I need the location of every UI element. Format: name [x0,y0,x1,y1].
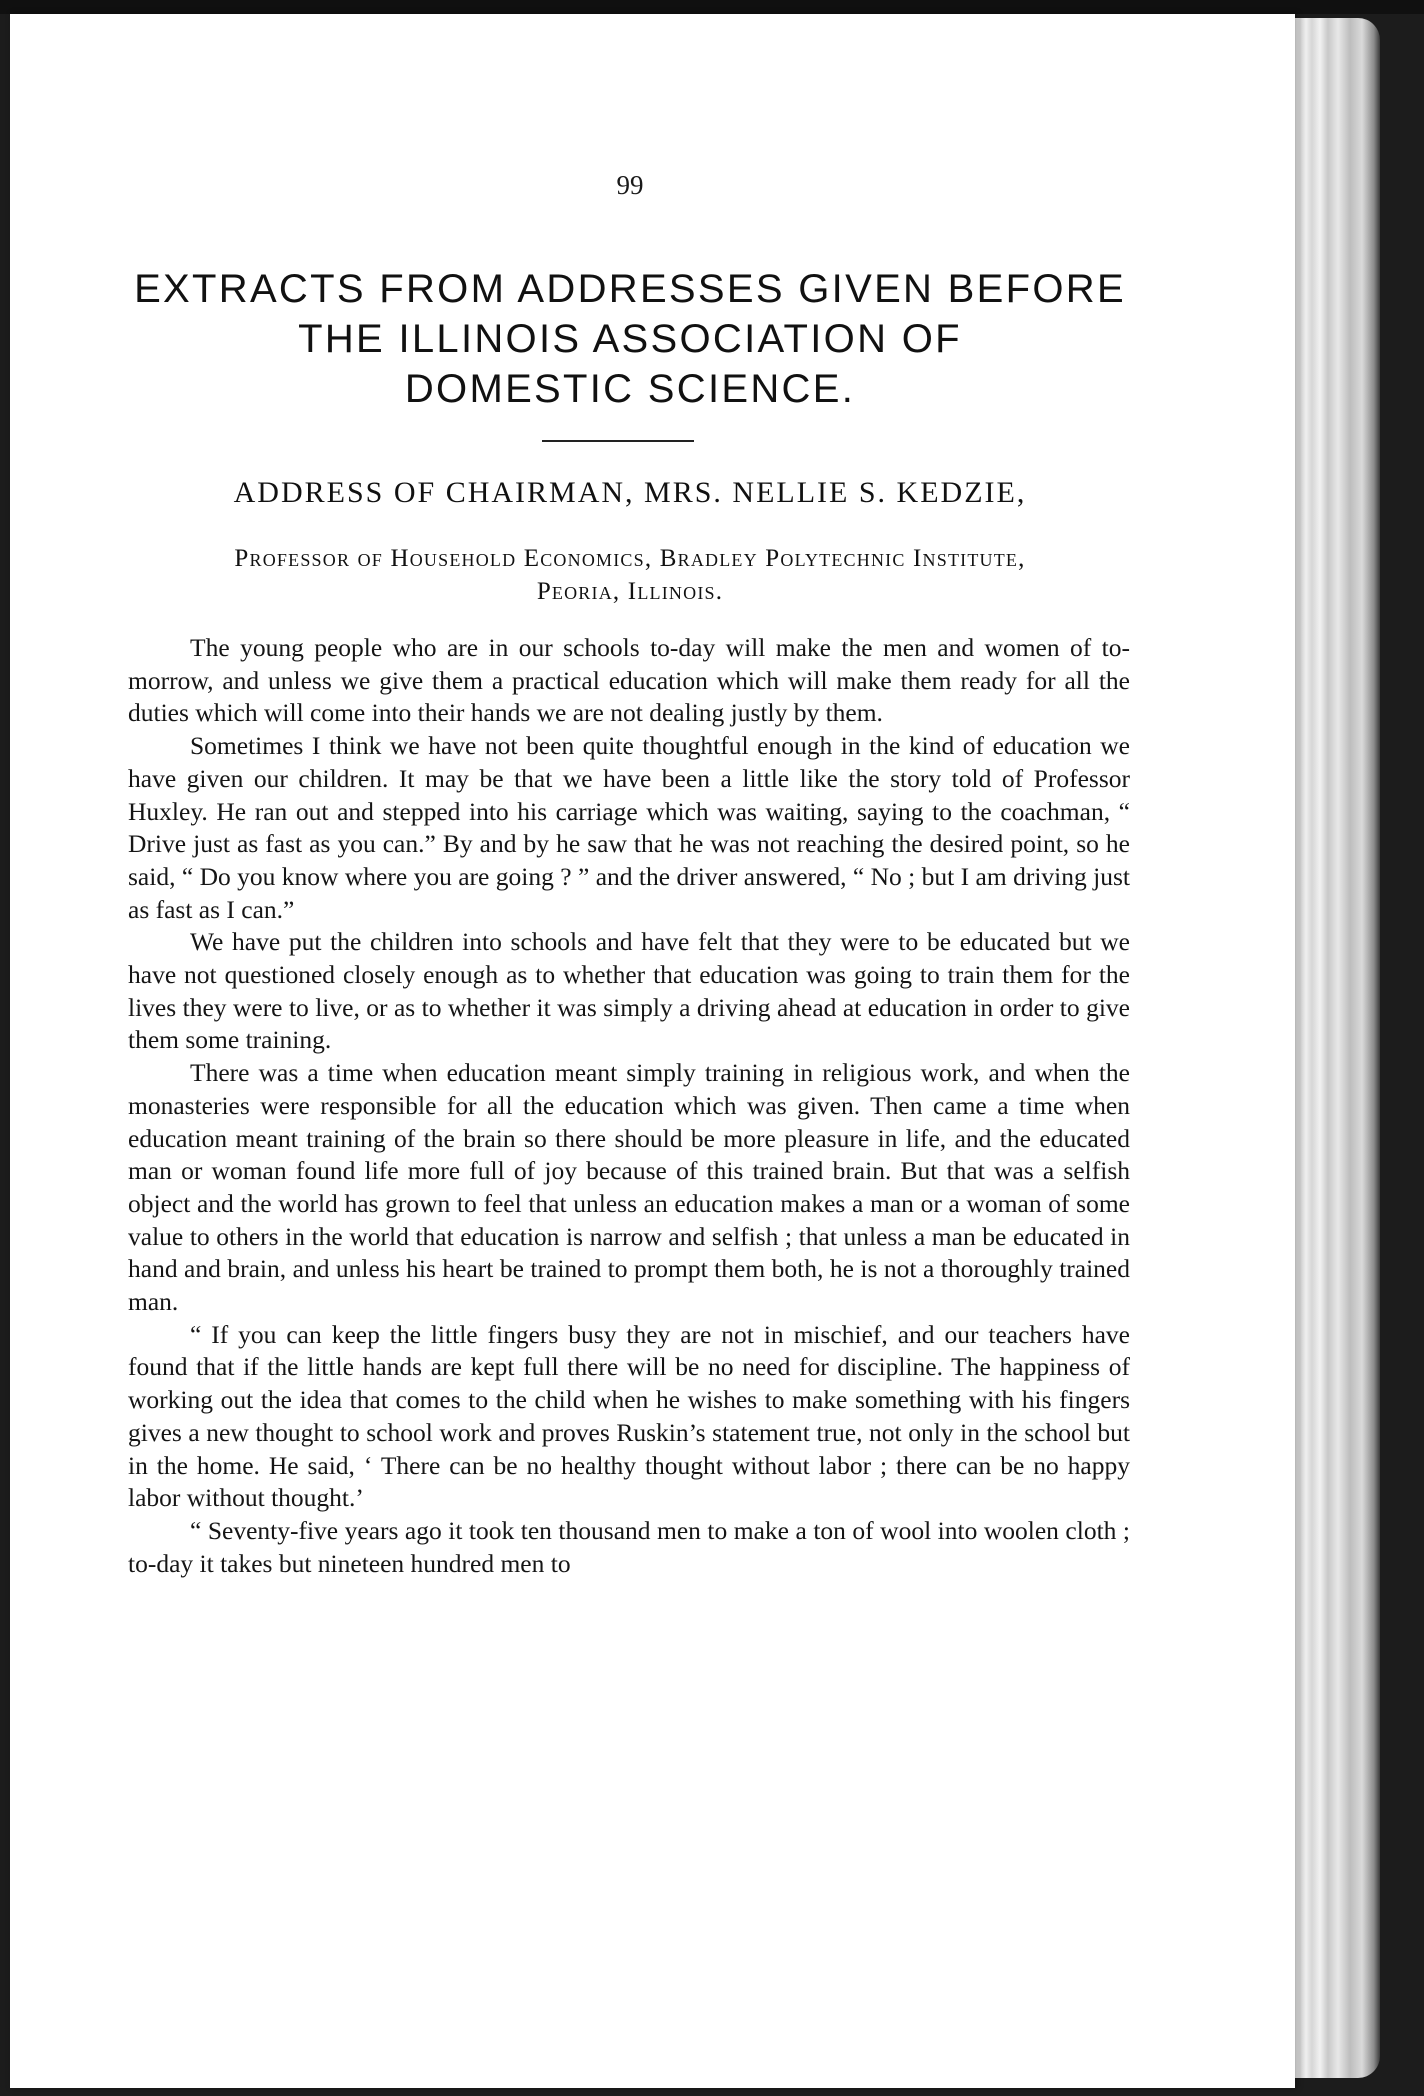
paragraph: “ If you can keep the little fingers busy they are not in mischief, and our teachers have found that if the little hands are kept full there will be no need for discipline. The happiness of working out the idea that comes to the child when he wishes to make something with his fingers gives a new thought to school work and proves Ruskin’s statement true, not only in the school but in the home. He said, ‘ There can be no healthy thought without labor ; there can be no happy labor without thought.’ [128,1319,1130,1513]
paragraph: The young people who are in our schools to-day will make the men and women of to-morrow, and unless we give them a practical education which will make them ready for all the duties which will come into their hands we are not dealing justly by them. [128,633,1130,728]
address-heading: ADDRESS OF CHAIRMAN, MRS. NELLIE S. KEDZIE, [233,476,1027,509]
body-text [128,632,1130,1580]
paragraph: There was a time when education meant simply training in religious work, and when the monasteries were responsible for all the education which was given. Then came a time when education meant training of the brain so there should be more pleasure in life, and the educated man or woman found life more full of joy because of this trained brain. But that was a selfish object and the world has grown to feel that unless an education makes a man or a woman of some value to others in the world that education is narrow and selfish ; that unless a man be educated in hand and brain, and unless his heart be trained to prompt them both, he is not a thoroughly trained man. [128,1058,1130,1317]
paragraph: We have put the children into schools and have felt that they were to be educated but we have not questioned closely enough as to whether that education was going to train them for the lives they were to live, or as to whether it was simply a driving ahead at education in order to give them some training. [128,927,1130,1055]
article-title [70,264,1190,414]
paragraph: “ Seventy-five years ago it took ten thousand men to make a ton of wool into woolen cloth ; to-day it takes but nineteen hundred men to [128,1515,1130,1578]
speaker-affiliation [100,542,1160,608]
title-line: THE ILLINOIS ASSOCIATION OF [298,317,962,361]
page-number: 99 [616,170,644,200]
affiliation-line: Peoria, Illinois. [536,578,724,605]
page-stack-edge [1290,18,1380,2078]
book-page [10,14,1295,2088]
title-line: EXTRACTS FROM ADDRESSES GIVEN BEFORE [134,267,1126,311]
paragraph: Sometimes I think we have not been quite thoughtful enough in the kind of education we have given our children. It may be that we have been a little like the story told of Professor Huxley. He ran out and stepped into his carriage which was waiting, saying to the coachman, “ Drive just as fast as you can.” By and by he saw that he was not reaching the desired point, so he said, “ Do you know where you are going ? ” and the driver answered, “ No ; but I am driving just as fast as I can.” [128,731,1130,924]
affiliation-line: Professor of Household Economics, Bradley Polytechnic Institute, [234,545,1026,572]
title-divider [542,440,694,442]
title-line: DOMESTIC SCIENCE. [404,367,856,411]
scan-top-edge [0,0,1424,14]
